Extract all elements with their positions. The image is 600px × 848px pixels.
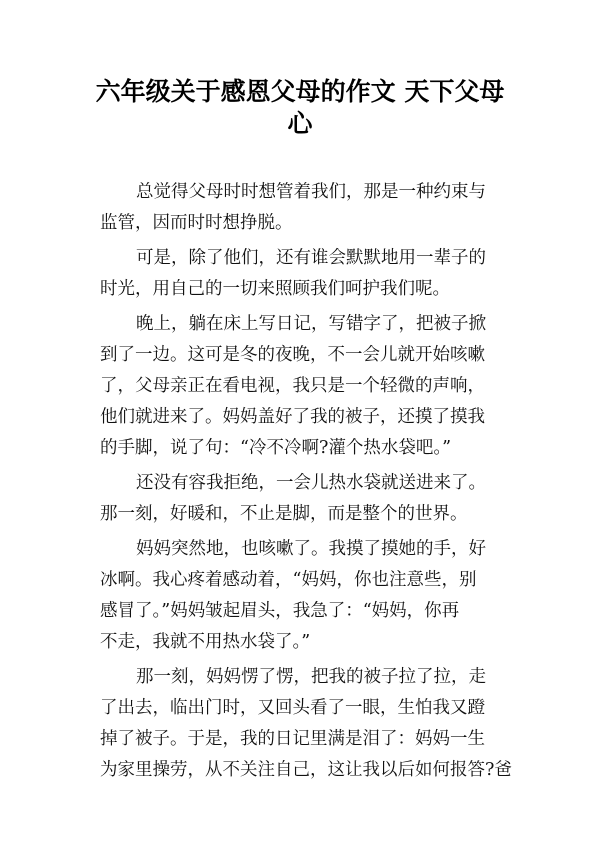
- body-line: 的手脚，说了句：“冷不冷啊?灌个热水袋吧。”: [100, 438, 452, 458]
- body-line: 晚上，躺在床上写日记，写错字了，把被子掀: [136, 314, 486, 334]
- body-line: 可是，除了他们，还有谁会默默地用一辈子的: [136, 248, 486, 268]
- body-line: 还没有容我拒绝，一会儿热水袋就送进来了。: [136, 473, 486, 493]
- body-line: 时光，用自己的一切来照顾我们呵护我们呢。: [100, 279, 450, 299]
- title-line-1: 六年级关于感恩父母的作文 天下父母: [95, 77, 505, 106]
- body-line: 掉了被子。于是，我的日记里满是泪了：妈妈一生: [100, 729, 485, 749]
- body-line: 那一刻，好暖和，不止是脚，而是整个的世界。: [100, 504, 468, 524]
- body-line: 不走，我就不用热水袋了。”: [100, 632, 311, 652]
- body-line: 总觉得父母时时想管着我们，那是一种约束与: [136, 182, 486, 202]
- body-line: 妈妈突然地，也咳嗽了。我摸了摸她的手，好: [136, 539, 486, 559]
- body-line: 监管，因而时时想挣脱。: [100, 213, 293, 233]
- body-line: 那一刻，妈妈愣了愣，把我的被子拉了拉，走: [136, 667, 486, 687]
- title-line-2: 心: [287, 109, 313, 138]
- body-line: 为家里操劳，从不关注自己，这让我以后如何报答?爸: [100, 760, 512, 780]
- body-line: 感冒了。”妈妈皱起眉头，我急了：“妈妈，你再: [100, 601, 460, 621]
- body-line: 他们就进来了。妈妈盖好了我的被子，还摸了摸我: [100, 407, 485, 427]
- body-line: 到了一边。这可是冬的夜晚，不一会儿就开始咳嗽: [100, 345, 485, 365]
- body-line: 冰啊。我心疼着感动着，“妈妈，你也注意些，别: [100, 570, 477, 590]
- document-title: [90, 76, 510, 140]
- body-line: 了出去，临出门时，又回头看了一眼，生怕我又蹬: [100, 698, 485, 718]
- body-line: 了，父母亲正在看电视，我只是一个轻微的声响，: [100, 376, 485, 396]
